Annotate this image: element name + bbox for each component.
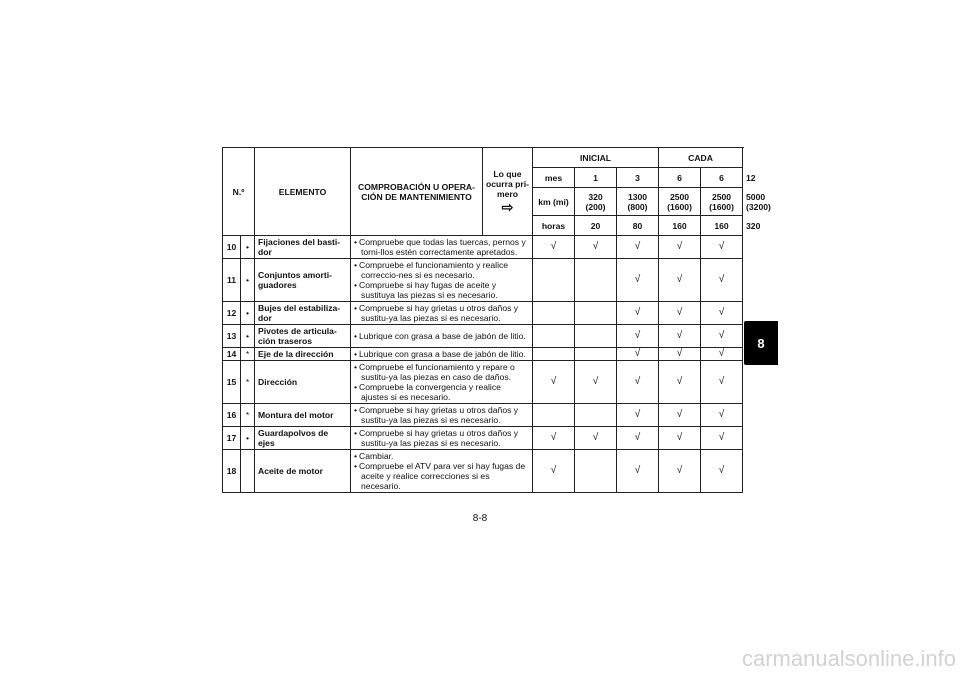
check-mark-cell-2: [575, 450, 617, 493]
row-number: 17: [223, 427, 241, 450]
check-item: • Compruebe que todas las tuercas, pernos y torni-llos estén correctamente apretados.: [354, 237, 529, 257]
check-mark-cell-2: √: [575, 361, 617, 404]
table-row: [223, 404, 743, 427]
check-mark-cell-3: √: [617, 259, 659, 302]
check-mark-cell-1: [533, 302, 575, 325]
check-item: • Compruebe si hay grietas u otros daños y sustitu-ya las piezas si es necesario.: [354, 428, 529, 448]
arrow-right-icon: ⇨: [501, 199, 514, 215]
interval-horas-3: 160: [659, 216, 701, 236]
check-mark-cell-4: √: [659, 348, 701, 361]
interval-label-horas: horas: [533, 216, 575, 236]
check-mark-cell-4: √: [659, 427, 701, 450]
header-row-km: km (mi) 320 (200) 1300 (800) 2500 (1600) 2500 (1600) 5000 (3200): [223, 188, 743, 216]
row-check: [351, 325, 533, 348]
row-marker: *: [241, 361, 255, 404]
check-mark-cell-5: √: [701, 450, 743, 493]
check-mark-cell-5: √: [701, 348, 743, 361]
table-row: [223, 427, 743, 450]
interval-mes-2: 3: [617, 168, 659, 188]
interval-km-2: 1300 (800): [617, 188, 659, 216]
check-mark-cell-1: [533, 259, 575, 302]
interval-label-km: km (mi): [533, 188, 575, 216]
check-mark-cell-4: √: [659, 404, 701, 427]
row-marker: •: [241, 427, 255, 450]
row-check: [351, 348, 533, 361]
check-mark-cell-4: √: [659, 361, 701, 404]
row-marker: •: [241, 259, 255, 302]
check-mark-cell-2: [575, 325, 617, 348]
row-number: 11: [223, 259, 241, 302]
row-check: [351, 450, 533, 493]
row-marker: •: [241, 236, 255, 259]
table-body: [223, 236, 743, 493]
maintenance-table: [222, 147, 771, 493]
interval-km-3: 2500 (1600): [659, 188, 701, 216]
check-mark-cell-3: √: [617, 404, 659, 427]
header-every: CADA: [659, 148, 743, 168]
row-element: Eje de la dirección: [255, 348, 351, 361]
check-mark-cell-3: √: [617, 325, 659, 348]
table-row: [223, 348, 743, 361]
table-row: [223, 259, 743, 302]
table-row: [223, 361, 743, 404]
row-element: Montura del motor: [255, 404, 351, 427]
check-mark-cell-1: √: [533, 361, 575, 404]
check-mark-cell-4: √: [659, 236, 701, 259]
row-check: [351, 259, 533, 302]
row-element: Guardapolvos de ejes: [255, 427, 351, 450]
row-marker: •: [241, 325, 255, 348]
row-number: 14: [223, 348, 241, 361]
interval-label-mes: mes: [533, 168, 575, 188]
check-mark-cell-2: √: [575, 427, 617, 450]
header-element: ELEMENTO: [255, 148, 351, 236]
check-mark-cell-3: √: [617, 348, 659, 361]
header-first: [483, 148, 533, 236]
row-marker: •: [241, 302, 255, 325]
check-item: • Compruebe la convergencia y realice ajustes si es necesario.: [354, 382, 529, 402]
interval-horas-4: 160: [701, 216, 743, 236]
row-check: [351, 236, 533, 259]
check-item: • Compruebe si hay grietas u otros daños y sustitu-ya las piezas si es necesario.: [354, 303, 529, 323]
interval-mes-4: 6: [701, 168, 743, 188]
row-element: Aceite de motor: [255, 450, 351, 493]
row-element: Fijaciones del basti-dor: [255, 236, 351, 259]
check-mark-cell-5: √: [701, 325, 743, 348]
row-number: 18: [223, 450, 241, 493]
header-check: COMPROBACIÓN U OPERA-CIÓN DE MANTENIMIENTO: [351, 148, 483, 236]
interval-mes-3: 6: [659, 168, 701, 188]
check-item: • Cambiar.: [354, 451, 529, 461]
check-mark-cell-2: [575, 404, 617, 427]
header-row-1: [223, 148, 743, 168]
interval-km-4: 2500 (1600): [701, 188, 743, 216]
row-element: Conjuntos amorti-guadores: [255, 259, 351, 302]
check-mark-cell-2: √: [575, 236, 617, 259]
interval-horas-2: 80: [617, 216, 659, 236]
row-check: [351, 404, 533, 427]
row-number: 15: [223, 361, 241, 404]
header-row-mes: mes 1 3 6 6 12: [223, 168, 743, 188]
header-num: N.º: [223, 148, 255, 236]
check-mark-cell-2: [575, 259, 617, 302]
interval-mes-1: 1: [575, 168, 617, 188]
row-number: 12: [223, 302, 241, 325]
check-mark-cell-5: √: [701, 361, 743, 404]
check-mark-cell-5: √: [701, 236, 743, 259]
table-row: [223, 302, 743, 325]
row-element: Bujes del estabiliza-dor: [255, 302, 351, 325]
header-first-label: Lo que ocurra pri-mero: [486, 169, 529, 199]
check-mark-cell-4: √: [659, 450, 701, 493]
table-row: [223, 325, 743, 348]
row-marker: *: [241, 348, 255, 361]
watermark: carmanualsonline.info: [741, 646, 956, 671]
check-mark-cell-1: √: [533, 450, 575, 493]
check-mark-cell-1: [533, 325, 575, 348]
page-number: 8-8: [472, 513, 488, 524]
check-mark-cell-1: [533, 348, 575, 361]
check-mark-cell-3: √: [617, 302, 659, 325]
check-mark-cell-2: [575, 348, 617, 361]
check-mark-cell-2: [575, 302, 617, 325]
check-item: • Compruebe el funcionamiento y repare o sustitu-ya las piezas en caso de daños.: [354, 362, 529, 382]
row-marker: [241, 450, 255, 493]
check-item: • Compruebe el ATV para ver si hay fugas de aceite y realice correcciones si es necesario.: [354, 461, 529, 491]
check-mark-cell-3: √: [617, 236, 659, 259]
interval-km-1: 320 (200): [575, 188, 617, 216]
interval-horas-1: 20: [575, 216, 617, 236]
table-row: [223, 450, 743, 493]
check-mark-cell-3: √: [617, 427, 659, 450]
check-mark-cell-5: √: [701, 302, 743, 325]
check-item: • Lubrique con grasa a base de jabón de litio.: [354, 349, 529, 359]
chapter-tab: 8: [744, 321, 778, 365]
check-mark-cell-5: √: [701, 404, 743, 427]
table-row: [223, 236, 743, 259]
row-marker: *: [241, 404, 255, 427]
header-initial: INICIAL: [533, 148, 659, 168]
row-check: [351, 361, 533, 404]
row-element: Dirección: [255, 361, 351, 404]
check-item: • Compruebe el funcionamiento y realice correccio-nes si es necesario.: [354, 260, 529, 280]
check-mark-cell-4: √: [659, 325, 701, 348]
check-mark-cell-4: √: [659, 259, 701, 302]
check-mark-cell-5: √: [701, 259, 743, 302]
check-mark-cell-1: √: [533, 236, 575, 259]
check-item: • Lubrique con grasa a base de jabón de litio.: [354, 331, 529, 341]
check-mark-cell-3: √: [617, 450, 659, 493]
row-number: 13: [223, 325, 241, 348]
check-mark-cell-4: √: [659, 302, 701, 325]
row-element: Pivotes de articula-ción traseros: [255, 325, 351, 348]
row-check: [351, 427, 533, 450]
check-mark-cell-3: √: [617, 361, 659, 404]
row-number: 10: [223, 236, 241, 259]
row-check: [351, 302, 533, 325]
check-item: • Compruebe si hay grietas u otros daños y sustitu-ya las piezas si es necesario.: [354, 405, 529, 425]
row-number: 16: [223, 404, 241, 427]
check-mark-cell-1: [533, 404, 575, 427]
check-mark-cell-1: √: [533, 427, 575, 450]
header-row-horas: horas 20 80 160 160 320: [223, 216, 743, 236]
check-item: • Compruebe si hay fugas de aceite y sustituya las piezas si es necesario.: [354, 280, 529, 300]
check-mark-cell-5: √: [701, 427, 743, 450]
